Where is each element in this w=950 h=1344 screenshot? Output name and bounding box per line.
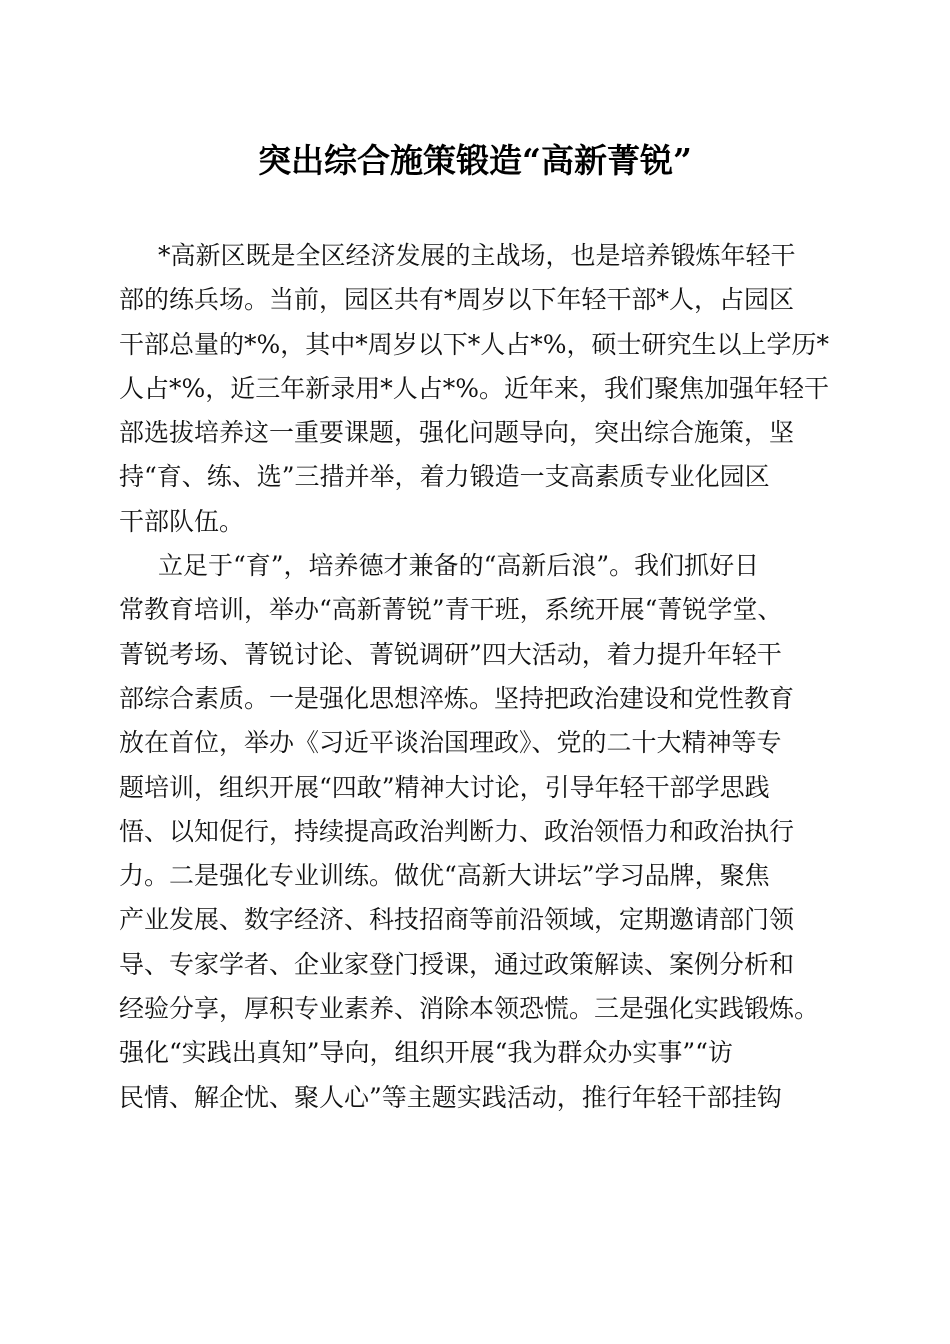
paragraph-line: 菁锐考场、菁锐讨论、菁锐调研”四大活动，着力提升年轻干 xyxy=(119,639,782,669)
paragraph-line: 干部总量的*%，其中*周岁以下*人占*%，硕士研究生以上学历* xyxy=(119,329,830,359)
paragraph-cultivate xyxy=(119,544,831,1120)
paragraph-line: 放在首位，举办《习近平谈治国理政》、党的二十大精神等专 xyxy=(119,728,782,758)
paragraph-line: 部综合素质。一是强化思想淬炼。坚持把政治建设和党性教育 xyxy=(119,683,795,713)
paragraph-line: 人占*%，近三年新录用*人占*%。近年来，我们聚焦加强年轻干 xyxy=(119,373,830,403)
paragraph-line: 产业发展、数字经济、科技招商等前沿领域，定期邀请部门领 xyxy=(119,905,795,935)
paragraph-line: 民情、解企忧、聚人心”等主题实践活动，推行年轻干部挂钩 xyxy=(119,1082,782,1112)
paragraph-line: 题培训，组织开展“四敢”精神大讨论，引导年轻干部学思践 xyxy=(119,772,770,802)
paragraph-line: 部选拔培养这一重要课题，强化问题导向，突出综合施策，坚 xyxy=(119,418,795,448)
paragraph-line: 持“育、练、选”三措并举，着力锻造一支高素质专业化园区 xyxy=(119,462,770,492)
paragraph-line: *高新区既是全区经济发展的主战场，也是培养锻炼年轻干 xyxy=(158,241,796,270)
paragraph-line: 力。二是强化专业训练。做优“高新大讲坛”学习品牌，聚焦 xyxy=(119,861,770,891)
paragraph-line: 悟、以知促行，持续提高政治判断力、政治领悟力和政治执行 xyxy=(119,816,795,846)
paragraph-intro xyxy=(119,234,831,544)
paragraph-line: 常教育培训，举办“高新菁锐”青干班，系统开展“菁锐学堂、 xyxy=(119,595,783,625)
paragraph-line: 部的练兵场。当前，园区共有*周岁以下年轻干部*人，占园区 xyxy=(119,285,795,315)
document-body xyxy=(119,234,831,1120)
paragraph-line: 经验分享，厚积专业素养、消除本领恐慌。三是强化实践锻炼。 xyxy=(119,994,820,1024)
paragraph-line: 导、专家学者、企业家登门授课，通过政策解读、案例分析和 xyxy=(119,949,795,979)
paragraph-line: 立足于“育”，培养德才兼备的“高新后浪”。我们抓好日 xyxy=(158,551,760,581)
paragraph-line: 干部队伍。 xyxy=(119,506,245,536)
document-title: 突出综合施策锻造“高新菁锐” xyxy=(258,141,692,180)
paragraph-line: 强化“实践出真知”导向，组织开展“我为群众办实事”“访 xyxy=(119,1038,733,1068)
